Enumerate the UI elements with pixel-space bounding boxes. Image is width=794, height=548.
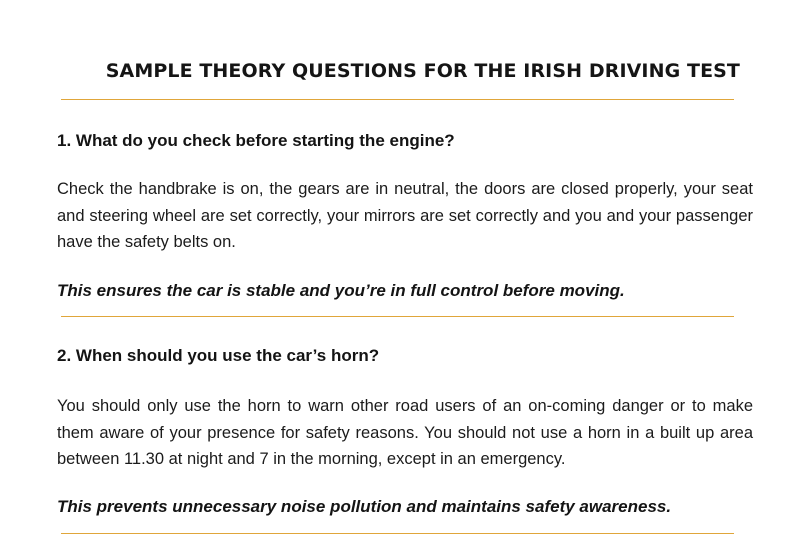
- answer-2-note: This prevents unnecessary noise pollution and maintains safety awareness.: [57, 497, 672, 516]
- question-1-heading: 1. What do you check before starting the engine?: [57, 131, 455, 150]
- answer-2-text: You should only use the horn to warn other road users of an on-coming danger or to make them aware of your presence for safety reasons. You should not use a horn in a built up area between 11.30 at night and 7 in the morning, except in an emergency.: [57, 397, 753, 468]
- question-2-heading: 2. When should you use the car’s horn?: [57, 346, 380, 365]
- page-title: SAMPLE THEORY QUESTIONS FOR THE IRISH DRIVING TEST: [105, 60, 740, 82]
- answer-1-note: This ensures the car is stable and you’re in full control before moving.: [57, 281, 625, 300]
- section-divider-bottom: [61, 533, 734, 534]
- answer-1-text: Check the handbrake is on, the gears are in neutral, the doors are closed properly, your seat and steering wheel are set correctly, your mirrors are set correctly and you and your passenger have the safety belts on.: [57, 180, 753, 251]
- title-divider: [61, 99, 734, 100]
- section-divider: [61, 316, 734, 317]
